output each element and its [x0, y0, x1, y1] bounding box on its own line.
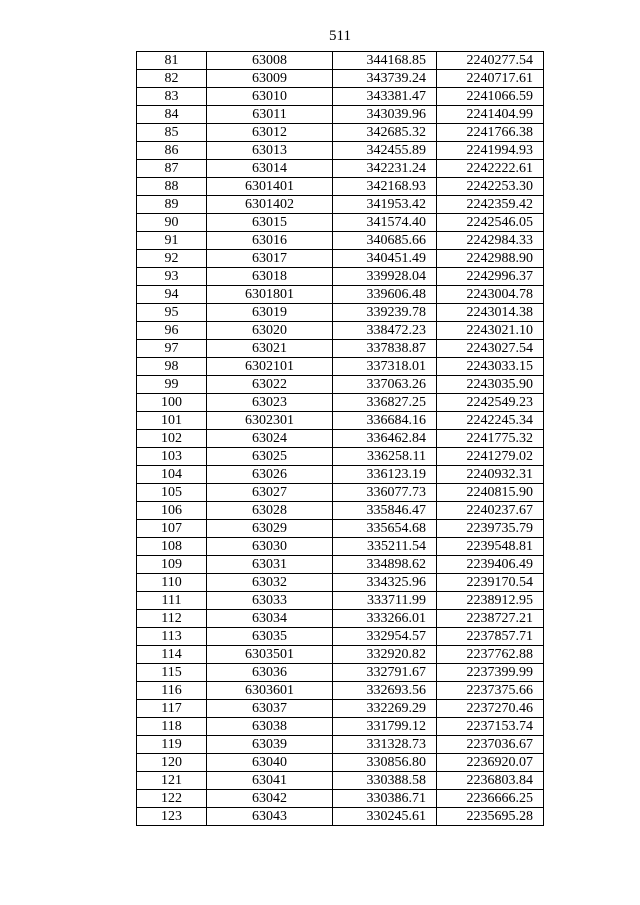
point-id-cell: 63040	[207, 754, 333, 772]
y-coordinate-cell: 2240237.67	[437, 502, 544, 520]
table-row	[137, 772, 544, 790]
y-coordinate-cell: 2243004.78	[437, 286, 544, 304]
row-index-cell: 96	[137, 322, 207, 340]
row-index-cell: 88	[137, 178, 207, 196]
y-coordinate-cell: 2241775.32	[437, 430, 544, 448]
row-index-cell: 108	[137, 538, 207, 556]
row-index-cell: 102	[137, 430, 207, 448]
table-row	[137, 88, 544, 106]
y-coordinate-cell: 2241279.02	[437, 448, 544, 466]
table-row	[137, 484, 544, 502]
row-index-cell: 113	[137, 628, 207, 646]
x-coordinate-cell: 344168.85	[333, 52, 437, 70]
table-row	[137, 520, 544, 538]
row-index-cell: 107	[137, 520, 207, 538]
x-coordinate-cell: 333266.01	[333, 610, 437, 628]
point-id-cell: 63010	[207, 88, 333, 106]
table-row	[137, 322, 544, 340]
row-index-cell: 112	[137, 610, 207, 628]
row-index-cell: 87	[137, 160, 207, 178]
x-coordinate-cell: 341574.40	[333, 214, 437, 232]
point-id-cell: 63019	[207, 304, 333, 322]
table-row	[137, 178, 544, 196]
table-row	[137, 736, 544, 754]
table-row	[137, 340, 544, 358]
y-coordinate-cell: 2240815.90	[437, 484, 544, 502]
x-coordinate-cell: 335846.47	[333, 502, 437, 520]
y-coordinate-cell: 2238727.21	[437, 610, 544, 628]
y-coordinate-cell: 2243035.90	[437, 376, 544, 394]
y-coordinate-cell: 2240932.31	[437, 466, 544, 484]
table-row	[137, 592, 544, 610]
row-index-cell: 81	[137, 52, 207, 70]
table-row	[137, 268, 544, 286]
x-coordinate-cell: 331328.73	[333, 736, 437, 754]
table-row	[137, 304, 544, 322]
y-coordinate-cell: 2236803.84	[437, 772, 544, 790]
point-id-cell: 63043	[207, 808, 333, 826]
x-coordinate-cell: 339606.48	[333, 286, 437, 304]
table-row	[137, 412, 544, 430]
x-coordinate-cell: 330386.71	[333, 790, 437, 808]
x-coordinate-cell: 343381.47	[333, 88, 437, 106]
y-coordinate-cell: 2242245.34	[437, 412, 544, 430]
row-index-cell: 100	[137, 394, 207, 412]
row-index-cell: 103	[137, 448, 207, 466]
table-row	[137, 232, 544, 250]
row-index-cell: 97	[137, 340, 207, 358]
y-coordinate-cell: 2243021.10	[437, 322, 544, 340]
y-coordinate-cell: 2241404.99	[437, 106, 544, 124]
row-index-cell: 91	[137, 232, 207, 250]
x-coordinate-cell: 340451.49	[333, 250, 437, 268]
point-id-cell: 63029	[207, 520, 333, 538]
point-id-cell: 63037	[207, 700, 333, 718]
x-coordinate-cell: 333711.99	[333, 592, 437, 610]
point-id-cell: 63039	[207, 736, 333, 754]
x-coordinate-cell: 332269.29	[333, 700, 437, 718]
x-coordinate-cell: 337838.87	[333, 340, 437, 358]
row-index-cell: 119	[137, 736, 207, 754]
x-coordinate-cell: 336462.84	[333, 430, 437, 448]
row-index-cell: 116	[137, 682, 207, 700]
point-id-cell: 63015	[207, 214, 333, 232]
table-row	[137, 286, 544, 304]
point-id-cell: 63035	[207, 628, 333, 646]
y-coordinate-cell: 2239548.81	[437, 538, 544, 556]
x-coordinate-cell: 334898.62	[333, 556, 437, 574]
point-id-cell: 63041	[207, 772, 333, 790]
row-index-cell: 109	[137, 556, 207, 574]
table-row	[137, 196, 544, 214]
point-id-cell: 63011	[207, 106, 333, 124]
point-id-cell: 63012	[207, 124, 333, 142]
x-coordinate-cell: 339928.04	[333, 268, 437, 286]
x-coordinate-cell: 341953.42	[333, 196, 437, 214]
y-coordinate-cell: 2237036.67	[437, 736, 544, 754]
x-coordinate-cell: 339239.78	[333, 304, 437, 322]
point-id-cell: 63032	[207, 574, 333, 592]
row-index-cell: 95	[137, 304, 207, 322]
table-row	[137, 466, 544, 484]
x-coordinate-cell: 342685.32	[333, 124, 437, 142]
row-index-cell: 84	[137, 106, 207, 124]
point-id-cell: 63030	[207, 538, 333, 556]
x-coordinate-cell: 337318.01	[333, 358, 437, 376]
row-index-cell: 94	[137, 286, 207, 304]
row-index-cell: 86	[137, 142, 207, 160]
y-coordinate-cell: 2242984.33	[437, 232, 544, 250]
row-index-cell: 98	[137, 358, 207, 376]
x-coordinate-cell: 335211.54	[333, 538, 437, 556]
point-id-cell: 6301402	[207, 196, 333, 214]
point-id-cell: 63042	[207, 790, 333, 808]
row-index-cell: 110	[137, 574, 207, 592]
row-index-cell: 101	[137, 412, 207, 430]
table-row	[137, 502, 544, 520]
y-coordinate-cell: 2242996.37	[437, 268, 544, 286]
x-coordinate-cell: 338472.23	[333, 322, 437, 340]
row-index-cell: 121	[137, 772, 207, 790]
x-coordinate-cell: 336258.11	[333, 448, 437, 466]
x-coordinate-cell: 332791.67	[333, 664, 437, 682]
table-row	[137, 124, 544, 142]
x-coordinate-cell: 331799.12	[333, 718, 437, 736]
point-id-cell: 63014	[207, 160, 333, 178]
table-row	[137, 700, 544, 718]
row-index-cell: 117	[137, 700, 207, 718]
point-id-cell: 63008	[207, 52, 333, 70]
point-id-cell: 6301401	[207, 178, 333, 196]
x-coordinate-cell: 336684.16	[333, 412, 437, 430]
table-row	[137, 682, 544, 700]
point-id-cell: 63031	[207, 556, 333, 574]
table-row	[137, 160, 544, 178]
row-index-cell: 122	[137, 790, 207, 808]
y-coordinate-cell: 2237153.74	[437, 718, 544, 736]
table-row	[137, 790, 544, 808]
y-coordinate-cell: 2237762.88	[437, 646, 544, 664]
table-row	[137, 142, 544, 160]
x-coordinate-cell: 330856.80	[333, 754, 437, 772]
table-row	[137, 718, 544, 736]
x-coordinate-cell: 330388.58	[333, 772, 437, 790]
x-coordinate-cell: 342231.24	[333, 160, 437, 178]
y-coordinate-cell: 2242546.05	[437, 214, 544, 232]
point-id-cell: 63022	[207, 376, 333, 394]
y-coordinate-cell: 2237270.46	[437, 700, 544, 718]
row-index-cell: 83	[137, 88, 207, 106]
y-coordinate-cell: 2239406.49	[437, 556, 544, 574]
table-row	[137, 754, 544, 772]
point-id-cell: 63013	[207, 142, 333, 160]
y-coordinate-cell: 2241994.93	[437, 142, 544, 160]
row-index-cell: 93	[137, 268, 207, 286]
table-row	[137, 52, 544, 70]
x-coordinate-cell: 337063.26	[333, 376, 437, 394]
y-coordinate-cell: 2243033.15	[437, 358, 544, 376]
x-coordinate-cell: 340685.66	[333, 232, 437, 250]
y-coordinate-cell: 2242359.42	[437, 196, 544, 214]
row-index-cell: 115	[137, 664, 207, 682]
point-id-cell: 63023	[207, 394, 333, 412]
y-coordinate-cell: 2237857.71	[437, 628, 544, 646]
row-index-cell: 120	[137, 754, 207, 772]
table-row	[137, 106, 544, 124]
x-coordinate-cell: 336123.19	[333, 466, 437, 484]
row-index-cell: 104	[137, 466, 207, 484]
table-row	[137, 70, 544, 88]
point-id-cell: 63016	[207, 232, 333, 250]
point-id-cell: 63036	[207, 664, 333, 682]
y-coordinate-cell: 2239170.54	[437, 574, 544, 592]
point-id-cell: 6303601	[207, 682, 333, 700]
row-index-cell: 106	[137, 502, 207, 520]
table-body	[137, 52, 544, 826]
table-row	[137, 556, 544, 574]
x-coordinate-cell: 343739.24	[333, 70, 437, 88]
y-coordinate-cell: 2236920.07	[437, 754, 544, 772]
point-id-cell: 6301801	[207, 286, 333, 304]
x-coordinate-cell: 342168.93	[333, 178, 437, 196]
point-id-cell: 63027	[207, 484, 333, 502]
point-id-cell: 6302101	[207, 358, 333, 376]
table-row	[137, 538, 544, 556]
row-index-cell: 90	[137, 214, 207, 232]
x-coordinate-cell: 343039.96	[333, 106, 437, 124]
point-id-cell: 63009	[207, 70, 333, 88]
row-index-cell: 111	[137, 592, 207, 610]
row-index-cell: 105	[137, 484, 207, 502]
x-coordinate-cell: 334325.96	[333, 574, 437, 592]
x-coordinate-cell: 332920.82	[333, 646, 437, 664]
y-coordinate-cell: 2240717.61	[437, 70, 544, 88]
x-coordinate-cell: 335654.68	[333, 520, 437, 538]
row-index-cell: 123	[137, 808, 207, 826]
row-index-cell: 85	[137, 124, 207, 142]
x-coordinate-cell: 332693.56	[333, 682, 437, 700]
table-row	[137, 358, 544, 376]
y-coordinate-cell: 2239735.79	[437, 520, 544, 538]
row-index-cell: 99	[137, 376, 207, 394]
page-number: 511	[329, 28, 351, 44]
x-coordinate-cell: 332954.57	[333, 628, 437, 646]
table-row	[137, 574, 544, 592]
row-index-cell: 118	[137, 718, 207, 736]
y-coordinate-cell: 2237399.99	[437, 664, 544, 682]
x-coordinate-cell: 330245.61	[333, 808, 437, 826]
table-row	[137, 664, 544, 682]
point-id-cell: 63021	[207, 340, 333, 358]
row-index-cell: 89	[137, 196, 207, 214]
x-coordinate-cell: 342455.89	[333, 142, 437, 160]
row-index-cell: 92	[137, 250, 207, 268]
y-coordinate-cell: 2243027.54	[437, 340, 544, 358]
coordinates-table	[136, 51, 544, 826]
x-coordinate-cell: 336077.73	[333, 484, 437, 502]
y-coordinate-cell: 2236666.25	[437, 790, 544, 808]
point-id-cell: 63038	[207, 718, 333, 736]
y-coordinate-cell: 2241066.59	[437, 88, 544, 106]
point-id-cell: 63024	[207, 430, 333, 448]
point-id-cell: 63034	[207, 610, 333, 628]
table-row	[137, 808, 544, 826]
y-coordinate-cell: 2237375.66	[437, 682, 544, 700]
table-row	[137, 646, 544, 664]
y-coordinate-cell: 2235695.28	[437, 808, 544, 826]
y-coordinate-cell: 2243014.38	[437, 304, 544, 322]
point-id-cell: 63026	[207, 466, 333, 484]
point-id-cell: 63025	[207, 448, 333, 466]
table-row	[137, 610, 544, 628]
y-coordinate-cell: 2242988.90	[437, 250, 544, 268]
point-id-cell: 63028	[207, 502, 333, 520]
y-coordinate-cell: 2241766.38	[437, 124, 544, 142]
y-coordinate-cell: 2242222.61	[437, 160, 544, 178]
y-coordinate-cell: 2240277.54	[437, 52, 544, 70]
table-row	[137, 448, 544, 466]
table-row	[137, 376, 544, 394]
table-row	[137, 250, 544, 268]
point-id-cell: 63018	[207, 268, 333, 286]
point-id-cell: 63033	[207, 592, 333, 610]
row-index-cell: 114	[137, 646, 207, 664]
point-id-cell: 6302301	[207, 412, 333, 430]
row-index-cell: 82	[137, 70, 207, 88]
y-coordinate-cell: 2242549.23	[437, 394, 544, 412]
table-row	[137, 628, 544, 646]
table-row	[137, 430, 544, 448]
y-coordinate-cell: 2242253.30	[437, 178, 544, 196]
y-coordinate-cell: 2238912.95	[437, 592, 544, 610]
table-row	[137, 214, 544, 232]
table-row	[137, 394, 544, 412]
x-coordinate-cell: 336827.25	[333, 394, 437, 412]
point-id-cell: 63017	[207, 250, 333, 268]
point-id-cell: 6303501	[207, 646, 333, 664]
point-id-cell: 63020	[207, 322, 333, 340]
